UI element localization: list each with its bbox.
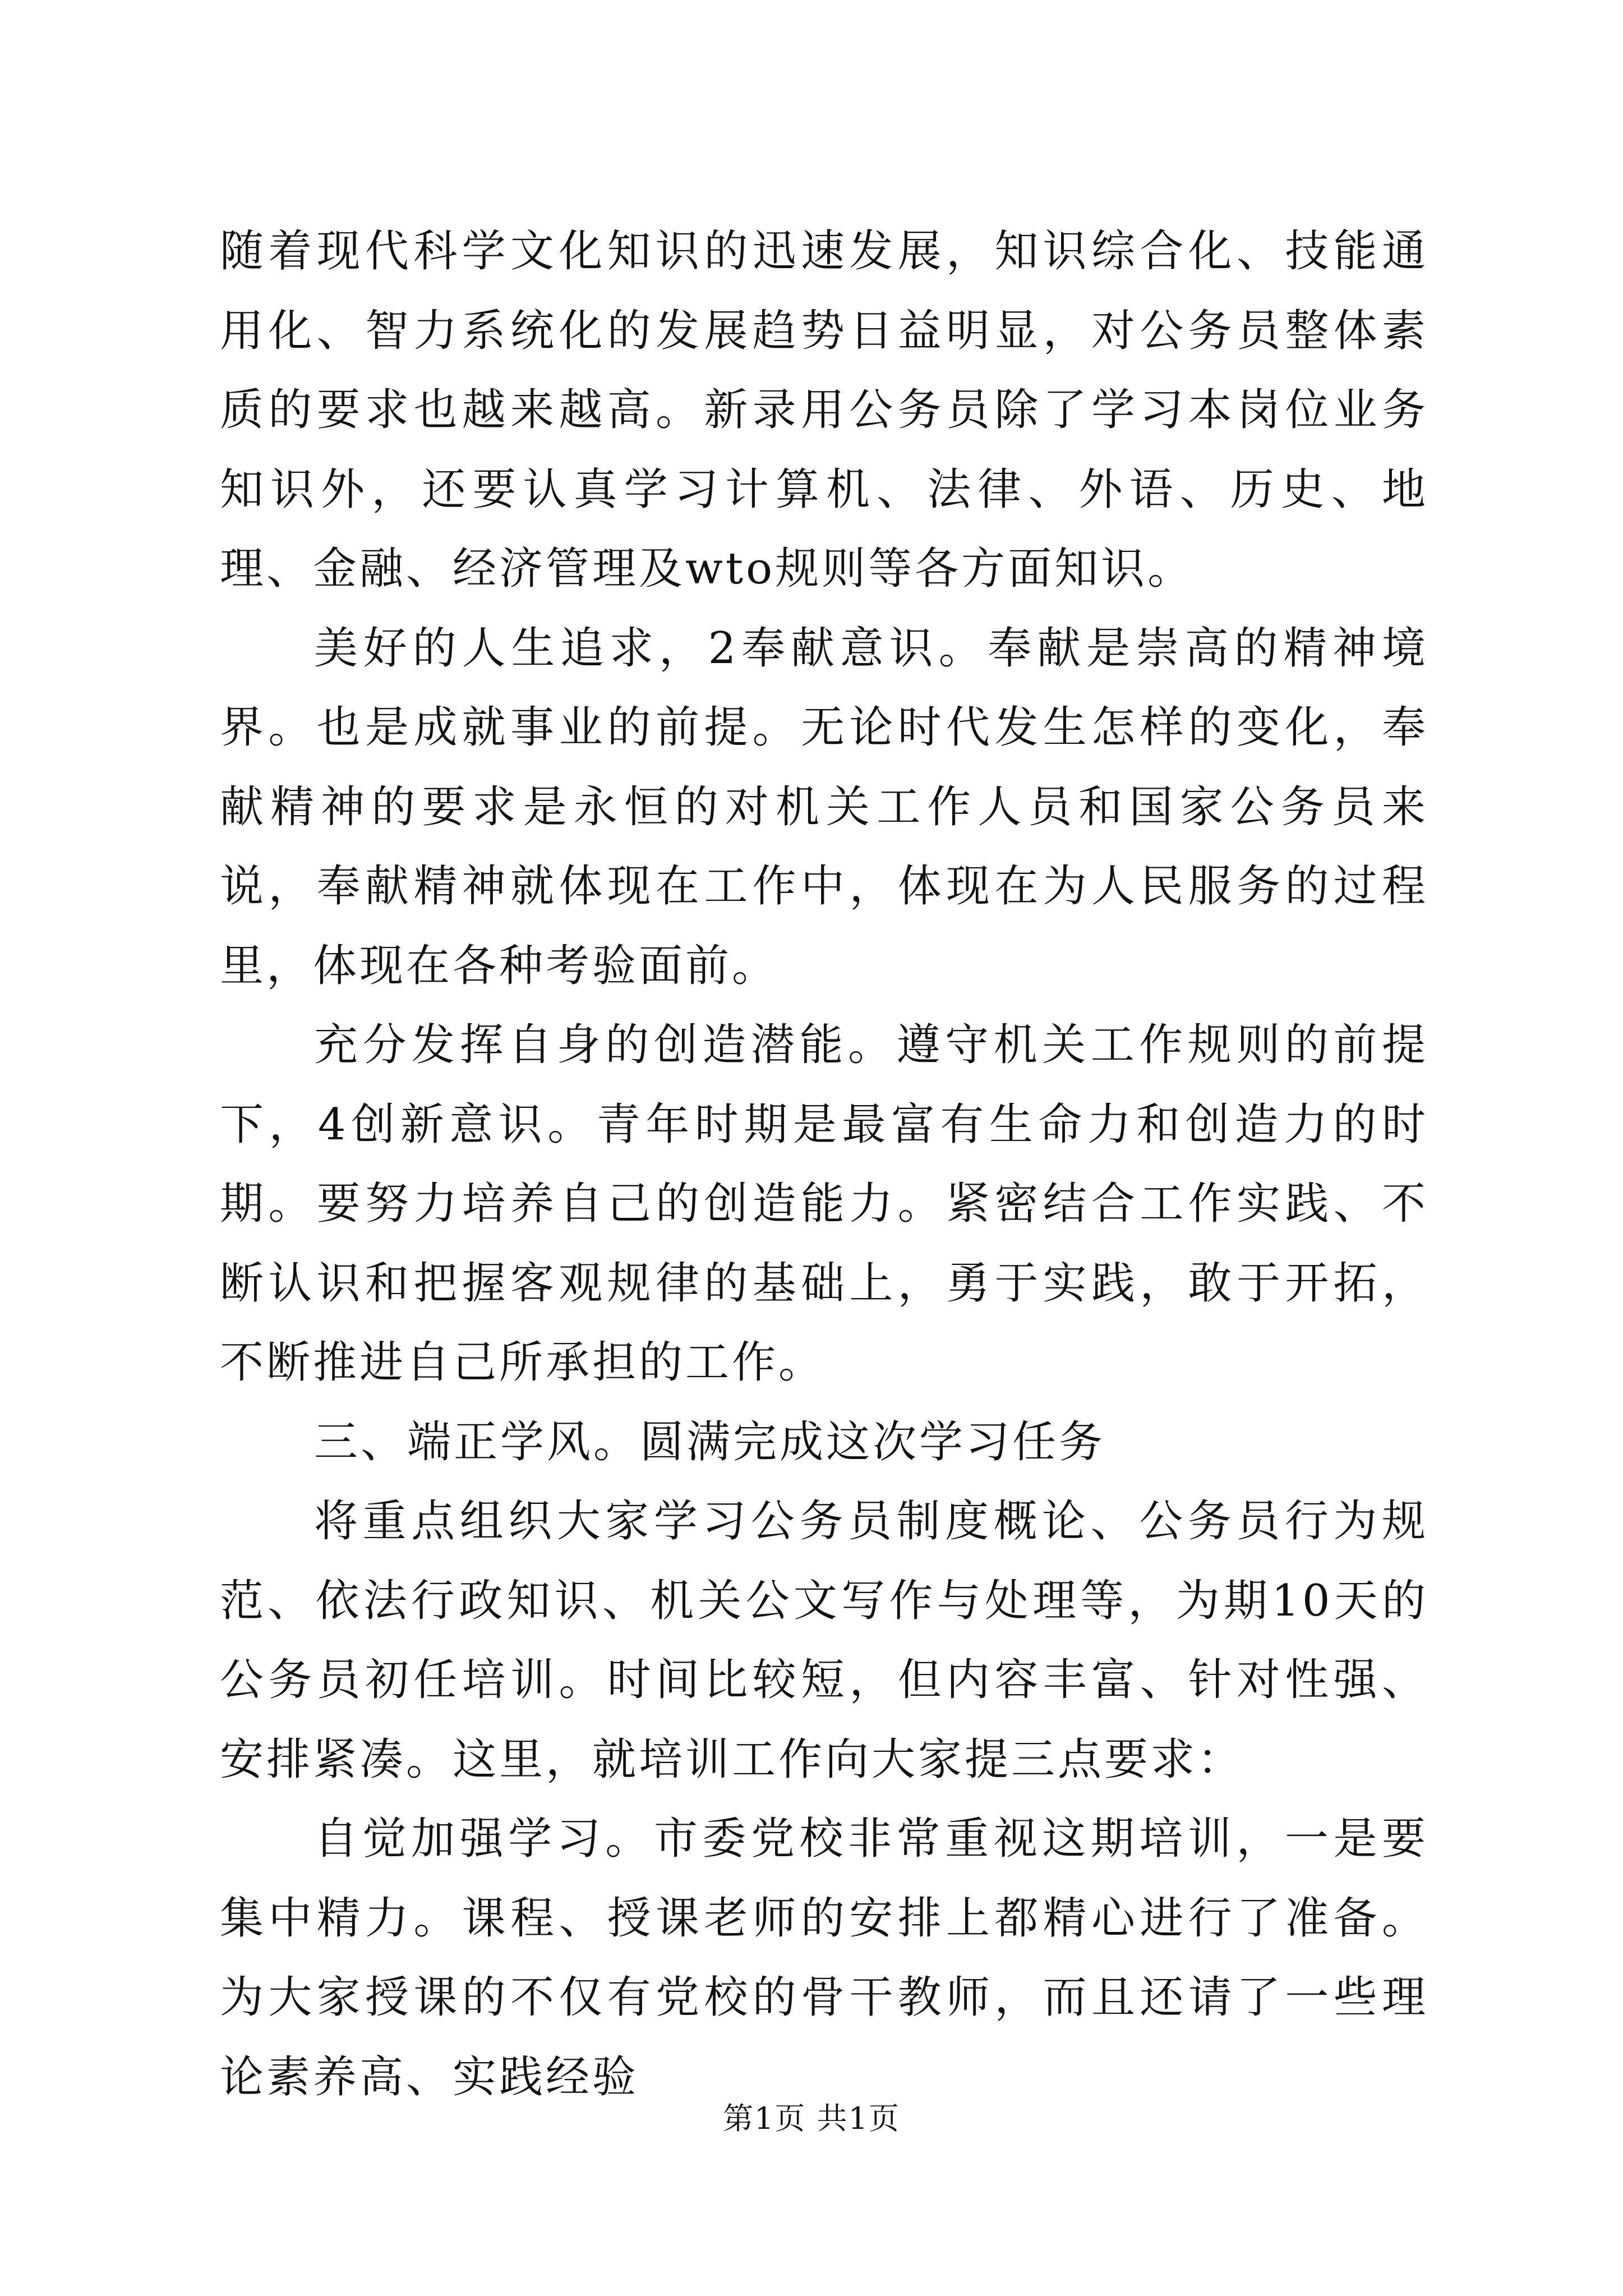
paragraph-1: 随着现代科学文化知识的迅速发展，知识综合化、技能通用化、智力系统化的发展趋势日益明显，对公务员整体素质的要求也越来越高。新录用公务员除了学习本岗位业务知识外，还要认真学习计算机、法律、外语、历史、地理、金融、经济管理及wto规则等各方面知识。 — [220, 226, 1428, 594]
paragraph-3: 充分发挥自身的创造潜能。遵守机关工作规则的前提下，4创新意识。青年时期是最富有生命力和创造力的时期。要努力培养自己的创造能力。紧密结合工作实践、不断认识和把握客观规律的基础上，勇于实践，敢于开拓，不断推进自己所承担的工作。 — [220, 1020, 1428, 1388]
paragraph-5: 将重点组织大家学习公务员制度概论、公务员行为规范、依法行政知识、机关公文写作与处理等，为期10天的公务员初任培训。时间比较短，但内容丰富、针对性强、安排紧凑。这里，就培训工作向大家提三点要求： — [220, 1496, 1428, 1785]
document-body — [220, 212, 1428, 2117]
section-heading: 三、端正学风。圆满完成这次学习任务 — [314, 1416, 1106, 1467]
paragraph-6: 自觉加强学习。市委党校非常重视这期培训，一是要集中精力。课程、授课老师的安排上都精心进行了准备。为大家授课的不仅有党校的骨干教师，而且还请了一些理论素养高、实践经验 — [220, 1814, 1428, 2102]
paragraph-2: 美好的人生追求，2奉献意识。奉献是崇高的精神境界。也是成就事业的前提。无论时代发生怎样的变化，奉献精神的要求是永恒的对机关工作人员和国家公务员来说，奉献精神就体现在工作中，体现在为人民服务的过程里，体现在各种考验面前。 — [220, 623, 1428, 991]
page-number-footer: 第1页 共1页 — [723, 2101, 900, 2136]
